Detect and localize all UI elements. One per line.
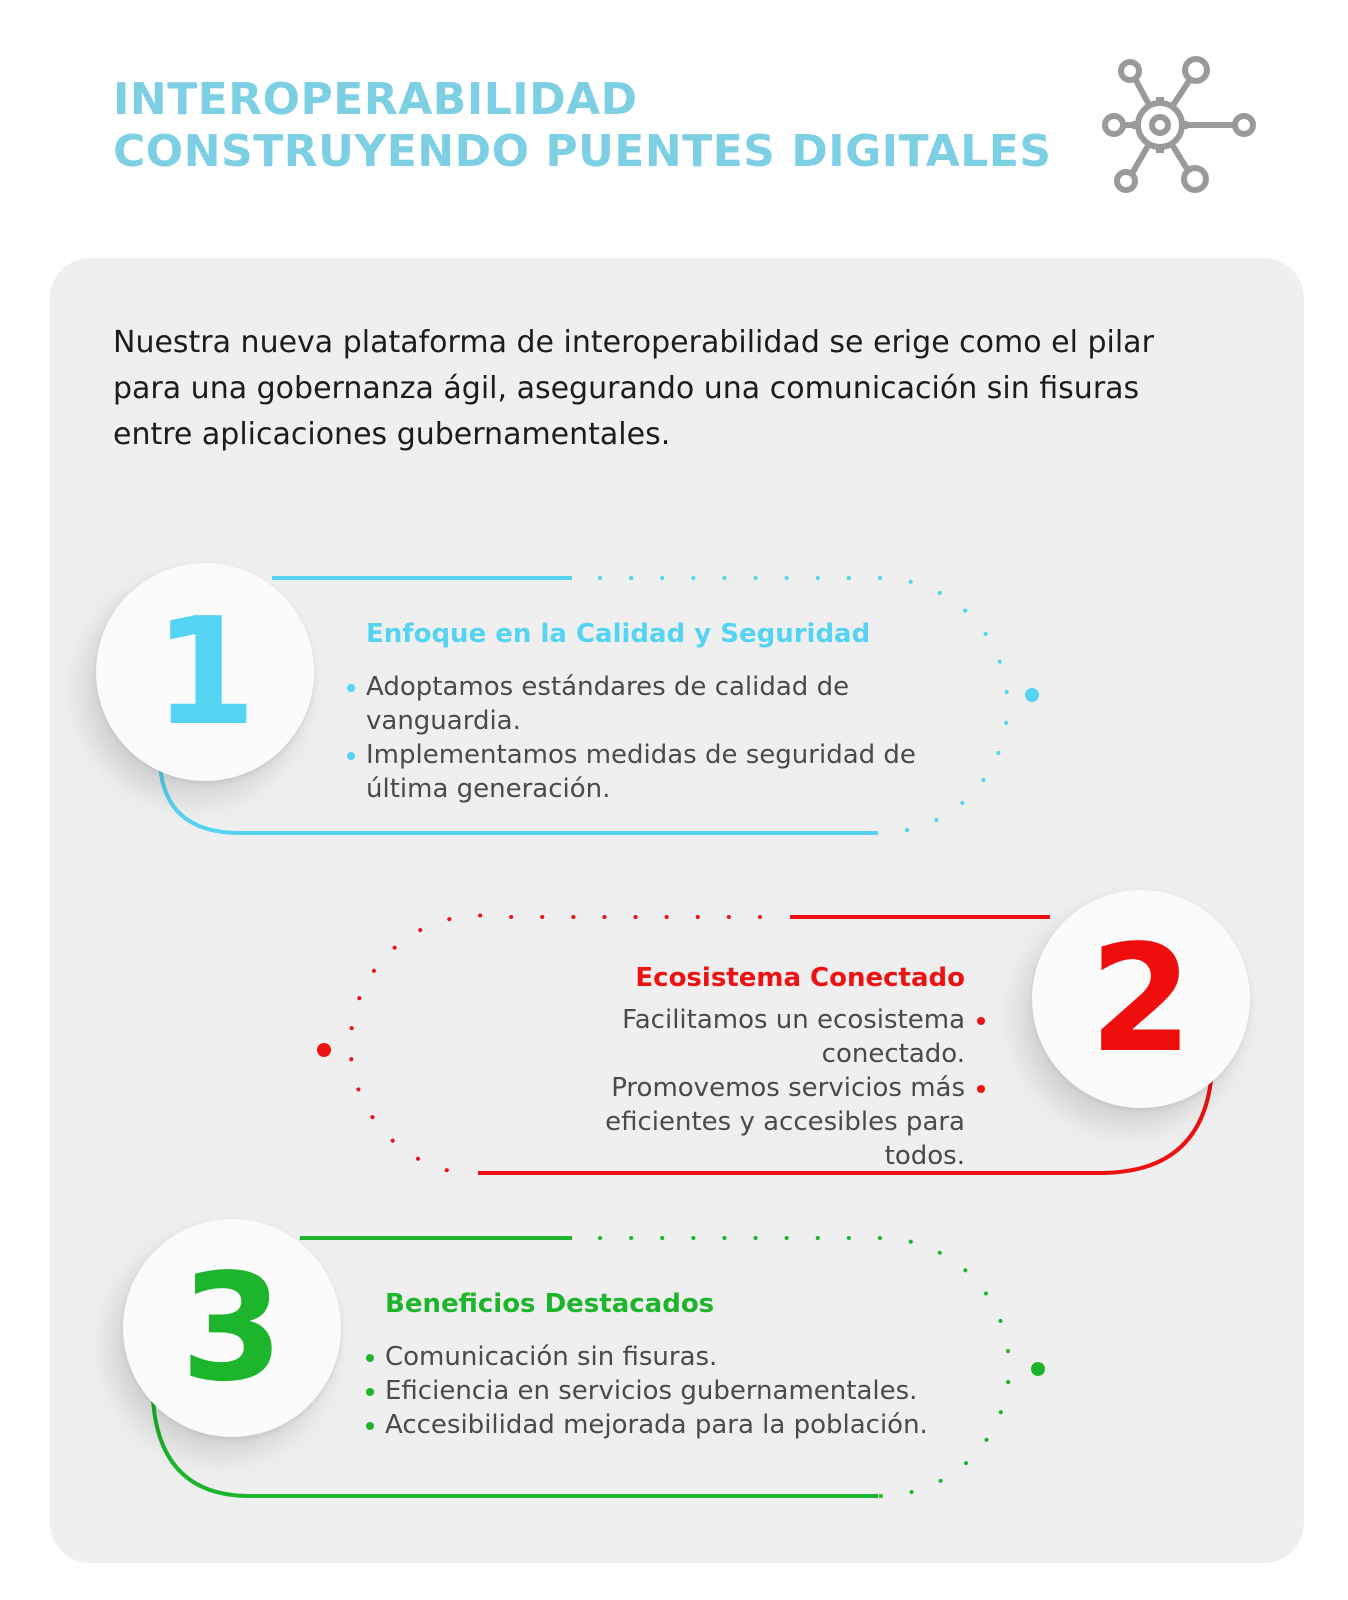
list-item: Adoptamos estándares de calidad de vanguardia.: [366, 670, 966, 738]
list-item: Facilitamos un ecosistema conectado.: [445, 1003, 965, 1071]
step-1-bullet-list: [366, 670, 966, 806]
step-3-number-badge: 3: [123, 1219, 341, 1437]
step-2-number-badge: 2: [1032, 890, 1250, 1108]
step-2-bullet-list: [445, 1003, 965, 1173]
list-item: Eficiencia en servicios gubernamentales.: [385, 1374, 985, 1408]
intro-paragraph: Nuestra nueva plataforma de interoperabilidad se erige como el pilar para una gobernanza ágil, asegurando una comunicación sin fisuras entre aplicaciones gubernamentales.: [113, 325, 1154, 452]
page-title: INTEROPERABILIDAD: [113, 74, 638, 125]
list-item: Promovemos servicios más eficientes y accesibles para todos.: [445, 1071, 965, 1173]
network-gear-icon: [1100, 55, 1260, 195]
page-subtitle: CONSTRUYENDO PUENTES DIGITALES: [113, 126, 1052, 177]
list-item: Implementamos medidas de seguridad de última generación.: [366, 738, 966, 806]
step-2-title: Ecosistema Conectado: [635, 963, 965, 993]
list-item: Comunicación sin fisuras.: [385, 1340, 985, 1374]
step-3-bullet-list: [385, 1340, 985, 1442]
step-1-number-badge: 1: [96, 563, 314, 781]
step-1-title: Enfoque en la Calidad y Seguridad: [366, 619, 871, 649]
step-3-title: Beneficios Destacados: [385, 1289, 715, 1319]
list-item: Accesibilidad mejorada para la población.: [385, 1408, 985, 1442]
